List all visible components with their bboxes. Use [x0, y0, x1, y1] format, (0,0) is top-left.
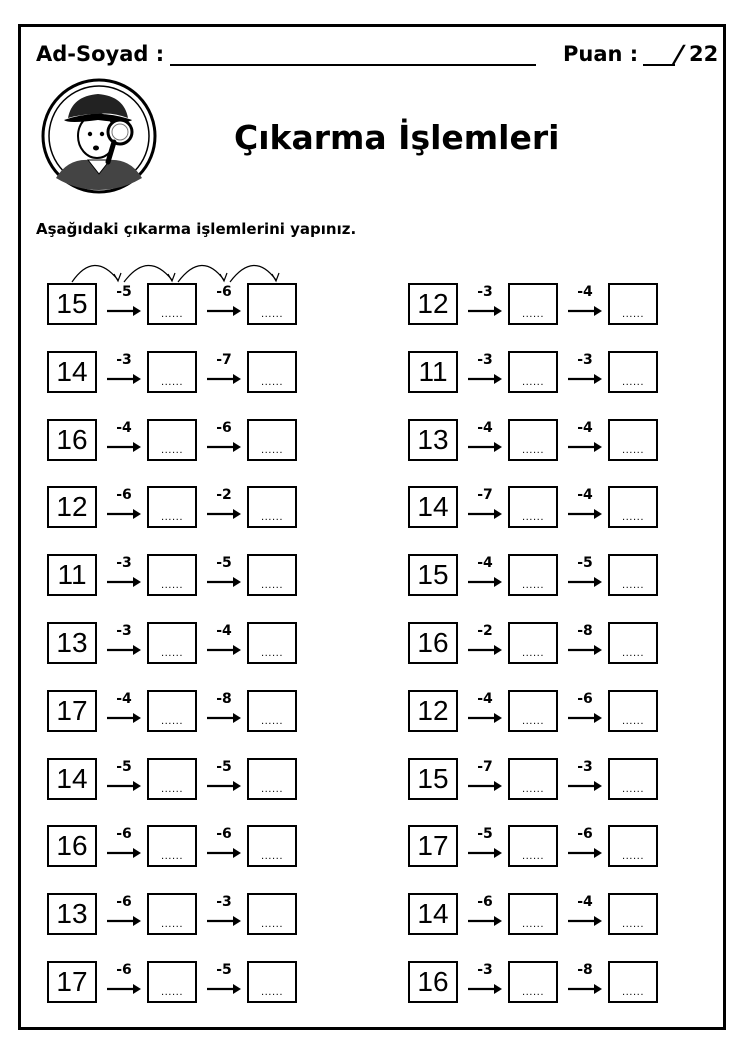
subtrahend-label: -3 — [577, 352, 593, 368]
start-number: 17 — [47, 961, 97, 1003]
start-number: 12 — [47, 486, 97, 528]
exercise-row — [408, 825, 670, 869]
subtrahend-label: -4 — [577, 487, 593, 503]
subtrahend-label: -5 — [577, 555, 593, 571]
answer-placeholder: ...... — [621, 648, 645, 659]
start-number: 13 — [47, 622, 97, 664]
score-total: 22 — [689, 42, 719, 66]
subtrahend-label: -4 — [116, 420, 132, 436]
score-label: Puan : — [563, 42, 639, 66]
subtrahend-label: -4 — [577, 284, 593, 300]
subtract-step — [107, 894, 145, 934]
start-number: 14 — [47, 351, 97, 393]
subtrahend-label: -3 — [116, 623, 132, 639]
answer-box[interactable] — [508, 622, 558, 664]
exercise-row — [408, 622, 670, 666]
start-number: 17 — [47, 690, 97, 732]
answer-box[interactable] — [147, 283, 197, 325]
subtract-step — [568, 487, 606, 527]
answer-box[interactable] — [608, 486, 658, 528]
subtrahend-label: -3 — [577, 759, 593, 775]
subtrahend-label: -6 — [216, 420, 232, 436]
start-number: 17 — [408, 825, 458, 867]
subtract-step — [468, 352, 506, 392]
answer-box[interactable] — [147, 758, 197, 800]
answer-placeholder: ...... — [160, 309, 184, 320]
answer-box[interactable] — [247, 893, 297, 935]
subtract-step — [568, 691, 606, 731]
start-number: 16 — [47, 419, 97, 461]
answer-box[interactable] — [608, 554, 658, 596]
subtract-step — [468, 487, 506, 527]
answer-placeholder: ...... — [260, 445, 284, 456]
exercise-row — [47, 351, 309, 395]
start-number: 14 — [47, 758, 97, 800]
subtrahend-label: -3 — [116, 555, 132, 571]
subtract-step — [568, 826, 606, 866]
answer-box[interactable] — [508, 351, 558, 393]
subtrahend-label: -4 — [577, 894, 593, 910]
exercise-row — [47, 690, 309, 734]
subtrahend-label: -3 — [216, 894, 232, 910]
answer-placeholder: ...... — [621, 716, 645, 727]
answer-placeholder: ...... — [260, 512, 284, 523]
subtract-step — [207, 962, 245, 1002]
answer-placeholder: ...... — [621, 580, 645, 591]
subtract-step — [107, 759, 145, 799]
subtrahend-label: -4 — [577, 420, 593, 436]
answer-placeholder: ...... — [260, 648, 284, 659]
subtract-step — [207, 691, 245, 731]
subtrahend-label: -2 — [477, 623, 493, 639]
answer-box[interactable] — [608, 825, 658, 867]
answer-placeholder: ...... — [521, 648, 545, 659]
subtract-step — [568, 759, 606, 799]
subtrahend-label: -3 — [477, 284, 493, 300]
answer-placeholder: ...... — [621, 784, 645, 795]
detective-with-magnifier-icon — [38, 78, 160, 194]
exercise-row — [47, 622, 309, 666]
answer-placeholder: ...... — [521, 309, 545, 320]
subtrahend-label: -5 — [116, 284, 132, 300]
answer-placeholder: ...... — [621, 851, 645, 862]
answer-placeholder: ...... — [621, 309, 645, 320]
subtrahend-label: -8 — [216, 691, 232, 707]
subtract-step — [468, 826, 506, 866]
subtrahend-label: -2 — [216, 487, 232, 503]
exercise-row — [408, 486, 670, 530]
answer-box[interactable] — [508, 961, 558, 1003]
answer-placeholder: ...... — [160, 784, 184, 795]
answer-placeholder: ...... — [160, 377, 184, 388]
subtract-step — [207, 352, 245, 392]
exercise-row — [47, 419, 309, 463]
subtrahend-label: -7 — [477, 487, 493, 503]
subtrahend-label: -7 — [216, 352, 232, 368]
subtrahend-label: -6 — [216, 826, 232, 842]
subtract-step — [107, 420, 145, 460]
subtract-step — [207, 487, 245, 527]
answer-box[interactable] — [147, 351, 197, 393]
subtrahend-label: -3 — [477, 352, 493, 368]
answer-placeholder: ...... — [260, 580, 284, 591]
subtrahend-label: -6 — [577, 826, 593, 842]
answer-box[interactable] — [608, 690, 658, 732]
answer-placeholder: ...... — [160, 580, 184, 591]
answer-placeholder: ...... — [260, 987, 284, 998]
subtrahend-label: -5 — [216, 962, 232, 978]
subtract-step — [468, 962, 506, 1002]
answer-placeholder: ...... — [160, 919, 184, 930]
subtrahend-label: -5 — [216, 555, 232, 571]
subtrahend-label: -3 — [477, 962, 493, 978]
answer-placeholder: ...... — [621, 919, 645, 930]
start-number: 11 — [47, 554, 97, 596]
answer-placeholder: ...... — [260, 851, 284, 862]
answer-box[interactable] — [508, 690, 558, 732]
exercise-row — [408, 554, 670, 598]
subtract-step — [107, 962, 145, 1002]
subtract-step — [568, 623, 606, 663]
subtrahend-label: -6 — [116, 487, 132, 503]
subtrahend-label: -4 — [216, 623, 232, 639]
subtrahend-label: -8 — [577, 962, 593, 978]
start-number: 16 — [47, 825, 97, 867]
exercise-row — [47, 893, 309, 937]
start-number: 13 — [408, 419, 458, 461]
answer-placeholder: ...... — [160, 512, 184, 523]
answer-box[interactable] — [147, 690, 197, 732]
exercise-row — [408, 419, 670, 463]
subtract-step — [207, 759, 245, 799]
answer-placeholder: ...... — [521, 987, 545, 998]
start-number: 15 — [408, 554, 458, 596]
subtract-step — [568, 352, 606, 392]
subtract-step — [107, 284, 145, 324]
answer-box[interactable] — [247, 486, 297, 528]
answer-box[interactable] — [147, 554, 197, 596]
start-number: 11 — [408, 351, 458, 393]
subtrahend-label: -7 — [477, 759, 493, 775]
subtrahend-label: -6 — [116, 894, 132, 910]
subtrahend-label: -6 — [477, 894, 493, 910]
score-slash: / — [670, 40, 688, 69]
answer-placeholder: ...... — [521, 784, 545, 795]
subtract-step — [568, 284, 606, 324]
answer-box[interactable] — [247, 351, 297, 393]
subtrahend-label: -4 — [477, 420, 493, 436]
subtract-step — [568, 894, 606, 934]
answer-placeholder: ...... — [521, 851, 545, 862]
answer-placeholder: ...... — [160, 716, 184, 727]
subtrahend-label: -8 — [577, 623, 593, 639]
answer-placeholder: ...... — [521, 512, 545, 523]
exercise-row — [47, 486, 309, 530]
subtract-step — [107, 555, 145, 595]
answer-box[interactable] — [247, 758, 297, 800]
start-number: 15 — [408, 758, 458, 800]
answer-box[interactable] — [247, 690, 297, 732]
subtract-step — [207, 284, 245, 324]
answer-placeholder: ...... — [260, 784, 284, 795]
start-number: 13 — [47, 893, 97, 935]
subtract-step — [207, 623, 245, 663]
answer-placeholder: ...... — [260, 919, 284, 930]
subtract-step — [468, 894, 506, 934]
exercise-row — [47, 554, 309, 598]
subtrahend-label: -4 — [477, 555, 493, 571]
subtrahend-label: -6 — [216, 284, 232, 300]
answer-placeholder: ...... — [260, 377, 284, 388]
answer-placeholder: ...... — [521, 580, 545, 591]
start-number: 12 — [408, 690, 458, 732]
answer-placeholder: ...... — [260, 716, 284, 727]
answer-placeholder: ...... — [160, 987, 184, 998]
start-number: 16 — [408, 961, 458, 1003]
subtract-step — [107, 487, 145, 527]
name-label: Ad-Soyad : — [36, 42, 165, 66]
answer-box[interactable] — [147, 825, 197, 867]
subtract-step — [468, 420, 506, 460]
subtrahend-label: -5 — [216, 759, 232, 775]
answer-box[interactable] — [247, 825, 297, 867]
exercise-row — [408, 690, 670, 734]
answer-box[interactable] — [508, 554, 558, 596]
subtract-step — [468, 555, 506, 595]
subtract-step — [207, 420, 245, 460]
answer-box[interactable] — [508, 419, 558, 461]
answer-box[interactable] — [147, 893, 197, 935]
subtract-step — [468, 284, 506, 324]
answer-box[interactable] — [247, 622, 297, 664]
answer-placeholder: ...... — [521, 919, 545, 930]
exercise-row — [408, 893, 670, 937]
answer-placeholder: ...... — [621, 377, 645, 388]
subtract-step — [107, 691, 145, 731]
subtract-step — [207, 894, 245, 934]
instruction-text: Aşağıdaki çıkarma işlemlerini yapınız. — [36, 220, 357, 238]
answer-placeholder: ...... — [621, 987, 645, 998]
subtract-step — [207, 555, 245, 595]
answer-box[interactable] — [608, 283, 658, 325]
answer-box[interactable] — [508, 825, 558, 867]
answer-box[interactable] — [247, 283, 297, 325]
exercise-row — [408, 351, 670, 395]
answer-placeholder: ...... — [521, 377, 545, 388]
start-number: 14 — [408, 486, 458, 528]
answer-box[interactable] — [508, 486, 558, 528]
exercise-row — [47, 825, 309, 869]
subtrahend-label: -4 — [477, 691, 493, 707]
subtrahend-label: -4 — [116, 691, 132, 707]
subtract-step — [568, 420, 606, 460]
subtract-step — [568, 962, 606, 1002]
subtrahend-label: -6 — [116, 826, 132, 842]
exercise-row — [408, 961, 670, 1005]
answer-placeholder: ...... — [160, 648, 184, 659]
answer-box[interactable] — [247, 961, 297, 1003]
answer-box[interactable] — [147, 961, 197, 1003]
answer-box[interactable] — [147, 486, 197, 528]
answer-box[interactable] — [608, 351, 658, 393]
answer-box[interactable] — [508, 758, 558, 800]
answer-placeholder: ...... — [621, 512, 645, 523]
page-title: Çıkarma İşlemleri — [234, 118, 560, 157]
answer-box[interactable] — [608, 961, 658, 1003]
answer-box[interactable] — [247, 554, 297, 596]
answer-box[interactable] — [608, 758, 658, 800]
exercise-row — [408, 283, 670, 327]
subtrahend-label: -3 — [116, 352, 132, 368]
answer-placeholder: ...... — [621, 445, 645, 456]
subtract-step — [207, 826, 245, 866]
answer-placeholder: ...... — [160, 851, 184, 862]
answer-placeholder: ...... — [160, 445, 184, 456]
answer-box[interactable] — [508, 893, 558, 935]
start-number: 16 — [408, 622, 458, 664]
exercise-row — [47, 961, 309, 1005]
exercise-row — [47, 758, 309, 802]
subtrahend-label: -6 — [577, 691, 593, 707]
answer-box[interactable] — [247, 419, 297, 461]
subtract-step — [468, 759, 506, 799]
subtract-step — [107, 826, 145, 866]
start-number: 12 — [408, 283, 458, 325]
start-number: 14 — [408, 893, 458, 935]
answer-box[interactable] — [608, 622, 658, 664]
subtrahend-label: -5 — [477, 826, 493, 842]
subtract-step — [107, 623, 145, 663]
answer-box[interactable] — [508, 283, 558, 325]
answer-box[interactable] — [147, 419, 197, 461]
answer-placeholder: ...... — [260, 309, 284, 320]
answer-placeholder: ...... — [521, 716, 545, 727]
subtract-step — [468, 623, 506, 663]
subtrahend-label: -5 — [116, 759, 132, 775]
subtract-step — [107, 352, 145, 392]
answer-placeholder: ...... — [521, 445, 545, 456]
exercise-row — [47, 283, 309, 327]
subtract-step — [468, 691, 506, 731]
subtrahend-label: -6 — [116, 962, 132, 978]
answer-box[interactable] — [608, 893, 658, 935]
exercise-row — [408, 758, 670, 802]
answer-box[interactable] — [147, 622, 197, 664]
answer-box[interactable] — [608, 419, 658, 461]
name-input-line[interactable] — [170, 64, 536, 66]
start-number: 15 — [47, 283, 97, 325]
subtract-step — [568, 555, 606, 595]
